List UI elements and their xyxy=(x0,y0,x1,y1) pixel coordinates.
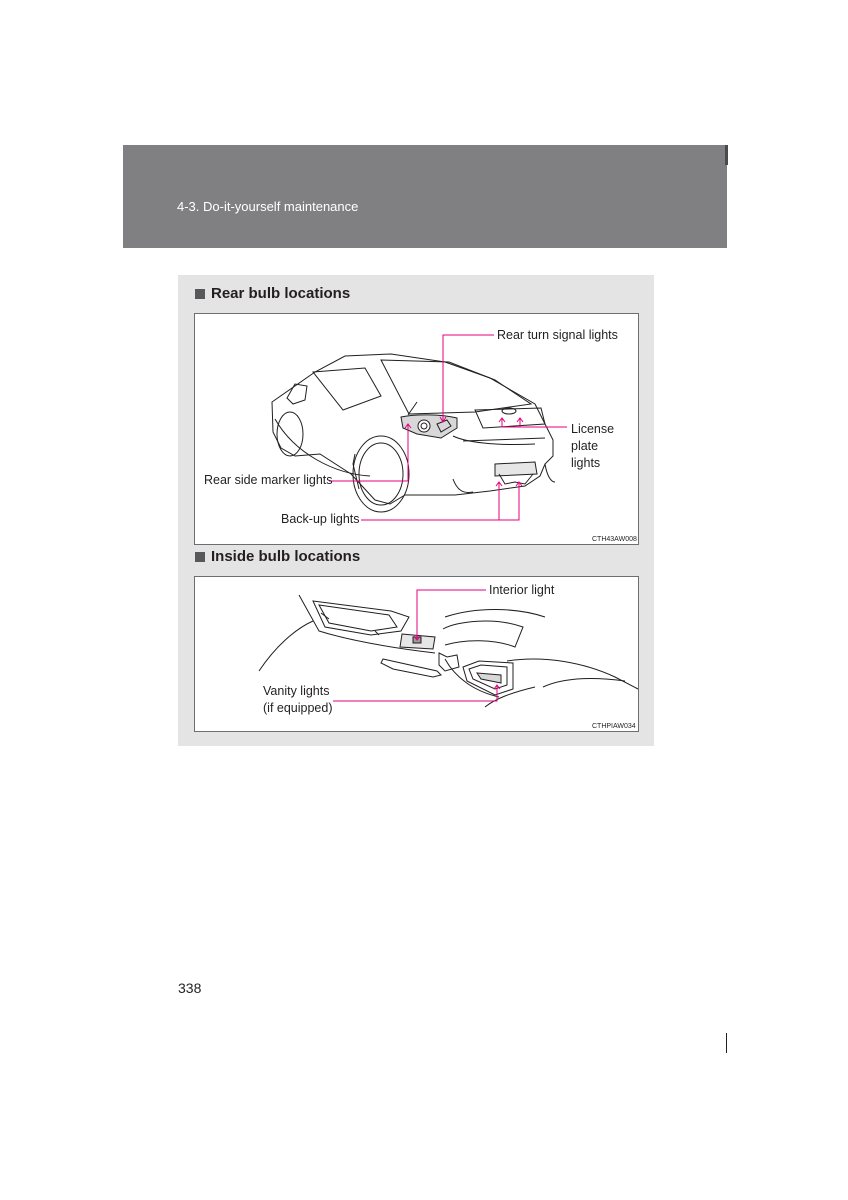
header-tick xyxy=(725,145,728,165)
label-interior-light: Interior light xyxy=(489,583,555,597)
label-license-plate-2: plate xyxy=(571,439,599,453)
inside-bulb-heading-text: Inside bulb locations xyxy=(211,548,361,565)
page-number: 338 xyxy=(178,980,202,996)
square-bullet-icon xyxy=(195,289,205,299)
label-rear-side-marker: Rear side marker lights xyxy=(204,473,333,487)
section-label: 4-3. Do-it-yourself maintenance xyxy=(177,199,359,214)
label-backup: Back-up lights xyxy=(281,512,360,526)
rear-bulb-heading xyxy=(195,285,350,302)
side-tick xyxy=(726,1033,727,1053)
label-vanity-lights-2: (if equipped) xyxy=(263,701,333,715)
inside-bulb-figure xyxy=(194,576,639,732)
inside-bulb-heading xyxy=(195,548,360,565)
label-license-plate-3: lights xyxy=(571,456,601,470)
square-bullet-icon xyxy=(195,552,205,562)
rear-bulb-heading-text: Rear bulb locations xyxy=(211,285,351,302)
rear-figure-code: CTH43AW008 xyxy=(592,536,637,543)
label-license-plate-1: License xyxy=(571,422,615,436)
interior-illustration xyxy=(195,577,638,731)
header-band xyxy=(123,145,727,248)
rear-car-illustration xyxy=(195,314,638,544)
inside-figure-code: CTHPIAW034 xyxy=(592,723,636,730)
label-vanity-lights-1: Vanity lights xyxy=(263,684,330,698)
rear-bulb-figure xyxy=(194,313,639,545)
label-rear-turn-signal: Rear turn signal lights xyxy=(497,328,618,342)
